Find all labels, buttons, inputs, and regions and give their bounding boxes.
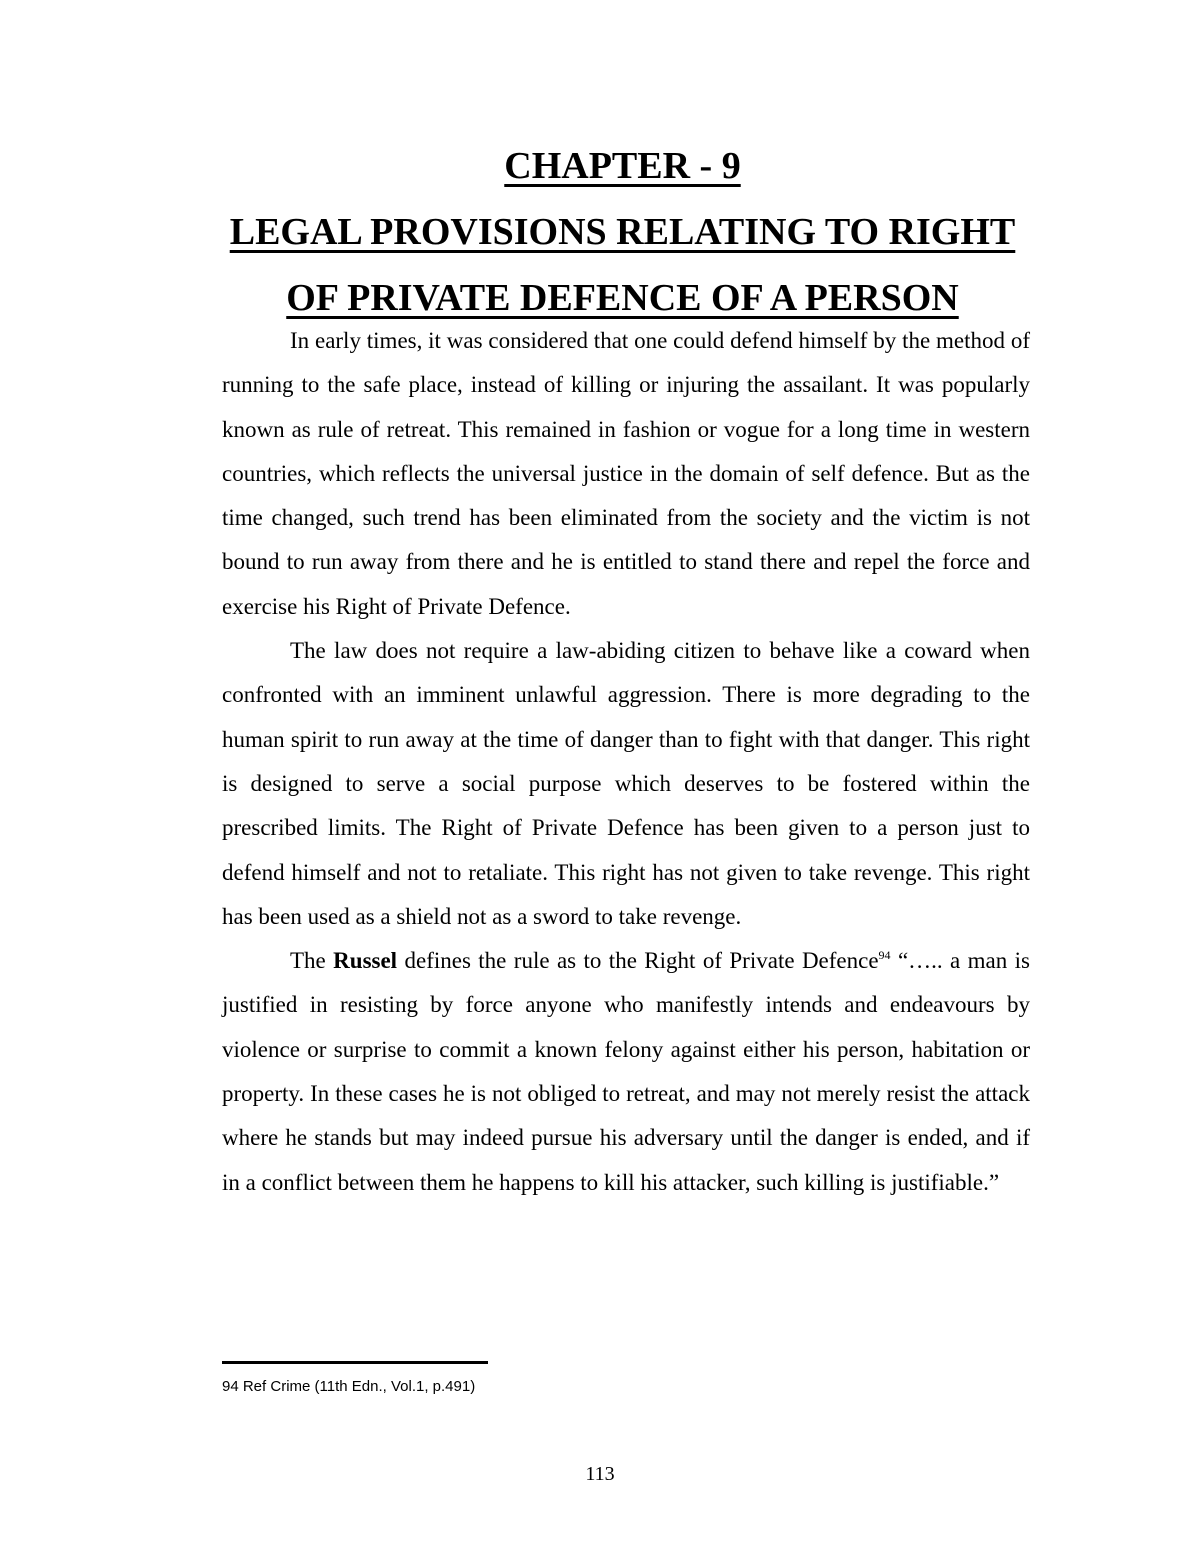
heading-block <box>120 133 1125 331</box>
chapter-title-line-2: OF PRIVATE DEFENCE OF A PERSON <box>286 277 959 319</box>
paragraph-3-mid: defines the rule as to the Right of Private Defence <box>397 948 879 974</box>
paragraph-3-lead: The <box>290 948 334 974</box>
chapter-title-line-1: LEGAL PROVISIONS RELATING TO RIGHT <box>229 211 1016 253</box>
chapter-heading: CHAPTER - 9 <box>504 145 741 187</box>
footnote: 94 Ref Crime (11th Edn., Vol.1, p.491) <box>222 1378 476 1395</box>
paragraph-3 <box>222 939 1030 1205</box>
footnote-reference: 94 <box>878 948 891 963</box>
page-number: 113 <box>585 1463 615 1485</box>
paragraph-3-quote: “….. a man is justified in resisting by force anyone who manifestly intends and endeavours by violence or surprise to commit a known felony against either his person, habitation or property. In these cases he is not obliged to retreat, and may not merely resist the attack where he stands but may indeed pursue his adversary until the danger is ended, and if in a conflict between them he happens to kill his attacker, such killing is justifiable.” <box>222 948 1031 1195</box>
russel-name: Russel <box>333 948 398 974</box>
body-text <box>222 319 1030 1205</box>
footnote-separator <box>222 1361 488 1364</box>
paragraph-1: In early times, it was considered that one could defend himself by the method of running to the safe place, instead of killing or injuring the assailant. It was popularly known as rule of retreat. This remained in fashion or vogue for a long time in western countries, which reflects the universal justice in the domain of self defence. But as the time changed, such trend has been eliminated from the society and the victim is not bound to run away from there and he is entitled to stand there and repel the force and exercise his Right of Private Defence. <box>222 328 1030 619</box>
paragraph-2: The law does not require a law-abiding citizen to behave like a coward when confronted with an imminent unlawful aggression. There is more degrading to the human spirit to run away at the time of danger than to fight with that danger. This right is designed to serve a social purpose which deserves to be fostered within the prescribed limits. The Right of Private Defence has been given to a person just to defend himself and not to retaliate. This right has not given to take revenge. This right has been used as a shield not as a sword to take revenge. <box>222 638 1030 929</box>
